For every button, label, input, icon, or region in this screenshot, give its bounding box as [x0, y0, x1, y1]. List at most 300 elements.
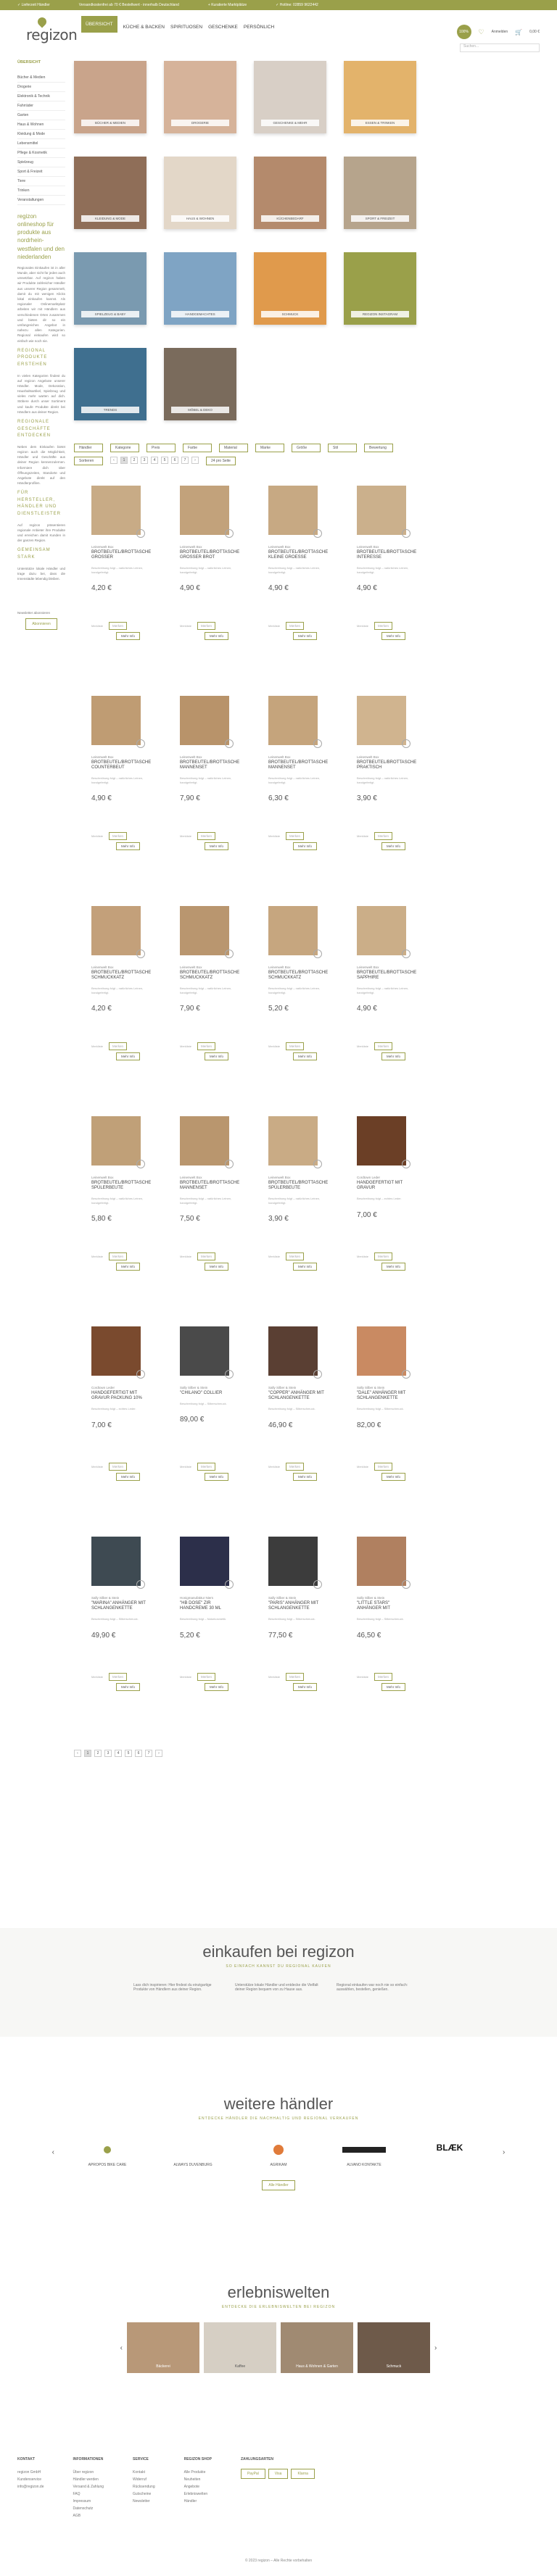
filter-select[interactable]: Händler — [74, 444, 103, 452]
more-info-button[interactable]: Mehr Info — [381, 842, 405, 850]
product-title[interactable]: BROTBEUTEL/BROTTASCHE MANNENSET — [180, 1181, 240, 1191]
more-info-button[interactable]: Mehr Info — [293, 1683, 317, 1691]
more-info-button[interactable]: Mehr Info — [205, 1473, 228, 1481]
add-to-cart-icon[interactable] — [225, 950, 234, 958]
footer-link[interactable]: Versand & Zahlung — [73, 2485, 104, 2489]
main-nav — [81, 21, 275, 33]
category-tile[interactable] — [254, 61, 326, 133]
product-title[interactable]: "DALE" ANHÄNGER MIT SCHLANGENKETTE — [357, 1391, 406, 1401]
product-card[interactable] — [339, 906, 425, 1116]
product-title[interactable]: BROTBEUTEL/BROTTASCHE PRAKTISCH — [357, 760, 417, 770]
product-vendor: Sally Silber & Stein — [268, 1386, 297, 1389]
vendor-logo — [160, 2143, 226, 2157]
footer-link[interactable]: Rücksendung — [133, 2485, 155, 2489]
product-image[interactable] — [268, 1537, 318, 1586]
product-image[interactable] — [180, 486, 229, 535]
category-label: KÜCHENBEDARF — [261, 215, 319, 222]
search-input[interactable]: Suchen... — [460, 43, 540, 52]
product-card[interactable] — [251, 906, 337, 1116]
more-info-button[interactable]: Mehr Info — [293, 1263, 317, 1271]
product-vendor: Leinenwelt Box — [91, 1176, 114, 1179]
category-tile[interactable] — [344, 157, 416, 229]
cart-total[interactable]: 0,00 € — [529, 30, 540, 34]
product-title[interactable]: BROTBEUTEL/BROTTASCHE SPÜLERBEUTE — [91, 1181, 152, 1191]
product-price: 3,90 € — [268, 1214, 289, 1223]
newsletter-label: Newsletter abonnieren — [17, 611, 51, 615]
filter-select[interactable]: Farbe — [183, 444, 212, 452]
add-to-cart-icon[interactable] — [313, 529, 322, 538]
add-to-cart-icon[interactable] — [313, 1160, 322, 1168]
product-card[interactable] — [162, 1326, 248, 1537]
sidebar-item[interactable]: Drogerie — [17, 83, 65, 92]
product-title[interactable]: BROTBEUTEL/BROTTASCHE SCHMUCKKATZ — [180, 971, 240, 981]
footer-link[interactable]: Newsletter — [133, 2499, 150, 2504]
add-to-cart-icon[interactable] — [313, 739, 322, 748]
sidebar-item[interactable]: Trinken — [17, 186, 65, 196]
remember-button[interactable]: Merken — [197, 1042, 215, 1050]
add-to-cart-icon[interactable] — [402, 739, 410, 748]
vendor-card[interactable] — [160, 2143, 226, 2167]
remember-button[interactable]: Merken — [286, 622, 304, 630]
vendor-name: ALWAYS DUVENBURG — [173, 2163, 213, 2167]
add-to-cart-icon[interactable] — [313, 1580, 322, 1589]
product-card[interactable] — [162, 696, 248, 906]
add-to-cart-icon[interactable] — [136, 739, 145, 748]
page-link[interactable]: 5 — [125, 1750, 132, 1757]
more-info-button[interactable]: Mehr Info — [293, 1052, 317, 1060]
more-info-button[interactable]: Mehr Info — [381, 632, 405, 640]
nav-item-spirits[interactable]: SPIRITUOSEN — [170, 24, 203, 30]
next-page-icon[interactable]: › — [155, 1750, 162, 1757]
more-info-button[interactable]: Mehr Info — [293, 1473, 317, 1481]
product-image[interactable] — [91, 1326, 141, 1376]
product-price: 4,90 € — [180, 583, 200, 592]
sidebar-item[interactable]: Elektronik & Technik — [17, 92, 65, 101]
product-image[interactable] — [180, 696, 229, 745]
footer-text: regizon GmbH — [17, 2470, 41, 2475]
cart-icon[interactable]: 🛒 — [515, 28, 523, 36]
footer-heading: REGIZON SHOP — [183, 2457, 212, 2461]
product-title[interactable]: BROTBEUTEL/BROTTASCHE INTERESSE — [357, 550, 417, 560]
category-label: HAUS & WOHNEN — [171, 215, 229, 222]
footer-link[interactable]: Gutscheine — [133, 2492, 152, 2496]
sidebar-item[interactable]: Garten — [17, 111, 65, 120]
nav-item-gifts[interactable]: GESCHENKE — [208, 24, 238, 30]
page-link[interactable]: 1 — [84, 1750, 91, 1757]
filter-select[interactable]: Marke — [255, 444, 284, 452]
product-image[interactable] — [180, 906, 229, 955]
category-tile[interactable] — [74, 348, 147, 420]
category-tile[interactable] — [74, 252, 147, 325]
vendor-name: APROPOS BIKE CARE — [88, 2163, 127, 2167]
sidebar-item[interactable]: Lebensmittel — [17, 139, 65, 149]
category-tile[interactable] — [344, 252, 416, 325]
site-logo[interactable] — [17, 16, 78, 48]
filter-select[interactable]: Material — [219, 444, 248, 452]
copyright: © 2023 regizon – Alle Rechte vorbehalten — [244, 2559, 313, 2563]
product-title[interactable]: BROTBEUTEL/BROTTASCHE COUNTERBEUT — [91, 760, 152, 770]
product-title[interactable]: "PARIS" ANHÄNGER MIT SCHLANGENKETTE — [268, 1601, 319, 1611]
add-to-cart-icon[interactable] — [313, 1370, 322, 1379]
footer-link[interactable]: Händler werden — [73, 2477, 99, 2482]
page-link[interactable]: 5 — [161, 457, 168, 464]
remember-button[interactable]: Merken — [286, 832, 304, 840]
product-card[interactable] — [251, 1326, 337, 1537]
product-card[interactable] — [339, 696, 425, 906]
all-vendors-button[interactable]: Alle Händler — [262, 2180, 294, 2190]
product-card[interactable] — [162, 1116, 248, 1326]
filter-select[interactable]: Größe — [292, 444, 321, 452]
product-image[interactable] — [268, 1116, 318, 1166]
product-price: 82,00 € — [357, 1421, 381, 1429]
wishlist-label: Merkliste — [357, 1044, 369, 1048]
product-image[interactable] — [180, 1326, 229, 1376]
footer-link[interactable]: FAQ — [73, 2492, 81, 2496]
page-link[interactable]: 7 — [145, 1750, 152, 1757]
remember-button[interactable]: Merken — [374, 832, 392, 840]
remember-button[interactable]: Merken — [374, 622, 392, 630]
add-to-cart-icon[interactable] — [136, 1580, 145, 1589]
product-card[interactable] — [251, 1116, 337, 1326]
product-image[interactable] — [91, 696, 141, 745]
more-info-button[interactable]: Mehr Info — [293, 842, 317, 850]
seo-text: Auf regizon präsentieren regionale Anbieter ihre Produkte und erreichen damit Kunden in der ganzen Region. — [17, 523, 65, 543]
footer-link[interactable]: info@regizon.de — [17, 2485, 44, 2489]
remember-button[interactable]: Merken — [374, 1042, 392, 1050]
category-tile[interactable] — [164, 157, 236, 229]
product-title[interactable]: "HB DOSE" ZIR HANDCREME 30 ML — [180, 1601, 222, 1611]
more-info-button[interactable]: Mehr Info — [381, 1263, 405, 1271]
product-image[interactable] — [268, 696, 318, 745]
wishlist-label: Merkliste — [91, 1675, 104, 1679]
sidebar-item[interactable]: Tiere — [17, 177, 65, 186]
product-title[interactable]: HANDGEFERTIGT MIT GRAVUR — [357, 1181, 403, 1191]
add-to-cart-icon[interactable] — [136, 529, 145, 538]
nav-item-overview[interactable]: ÜBERSICHT — [81, 16, 117, 33]
carousel-prev-icon[interactable]: ‹ — [120, 2343, 123, 2352]
category-tile[interactable] — [74, 157, 147, 229]
wishlist-label: Merkliste — [180, 624, 192, 628]
more-info-button[interactable]: Mehr Info — [116, 1683, 140, 1691]
remember-button[interactable]: Merken — [109, 1252, 127, 1260]
vendor-logo — [331, 2143, 397, 2157]
wishlist-label: Merkliste — [91, 1044, 104, 1048]
category-tile[interactable] — [254, 252, 326, 325]
product-image[interactable] — [180, 1537, 229, 1586]
more-info-button[interactable]: Mehr Info — [205, 842, 228, 850]
footer-link[interactable]: Impressum — [73, 2499, 91, 2504]
page-link[interactable]: 4 — [151, 457, 158, 464]
remember-button[interactable]: Merken — [286, 1042, 304, 1050]
product-title[interactable]: HANDGEFERTIGT MIT GRAVUR PACKUNG 10% — [91, 1391, 142, 1401]
remember-button[interactable]: Merken — [109, 1463, 127, 1471]
page-link[interactable]: 3 — [104, 1750, 112, 1757]
footer-link[interactable]: Über regizon — [73, 2470, 94, 2475]
carousel-next-icon[interactable]: › — [434, 2343, 437, 2352]
product-title[interactable]: BROTBEUTEL/BROTTASCHE KLEINE GROESSE — [268, 550, 329, 560]
account-link[interactable]: Anmelden — [491, 30, 508, 34]
product-title[interactable]: "LITTLE STARS" ANHÄNGER MIT — [357, 1601, 391, 1611]
product-image[interactable] — [91, 1116, 141, 1166]
product-price: 5,20 € — [268, 1004, 289, 1013]
product-card[interactable] — [251, 696, 337, 906]
product-image[interactable] — [180, 1116, 229, 1166]
product-card[interactable] — [339, 1537, 425, 1747]
more-info-button[interactable]: Mehr Info — [205, 1683, 228, 1691]
product-card[interactable] — [339, 1326, 425, 1537]
prev-page-icon[interactable]: ‹ — [110, 457, 117, 464]
product-description: Beschreibung folgt – natürliches Leinen, handgefertigt. — [91, 776, 144, 784]
remember-button[interactable]: Merken — [286, 1673, 304, 1681]
nav-item-personal[interactable]: PERSÖNLICH — [243, 24, 275, 30]
product-image[interactable] — [91, 486, 141, 535]
category-tile[interactable] — [254, 157, 326, 229]
product-title[interactable]: BROTBEUTEL/BROTTASCHE GROSSER — [91, 550, 152, 560]
product-image[interactable] — [268, 1326, 318, 1376]
category-label: SPORT & FREIZEIT — [351, 215, 409, 222]
add-to-cart-icon[interactable] — [136, 950, 145, 958]
product-card[interactable] — [162, 1537, 248, 1747]
product-card[interactable] — [251, 1537, 337, 1747]
remember-button[interactable]: Merken — [197, 1252, 215, 1260]
page-link[interactable]: 6 — [171, 457, 178, 464]
more-info-button[interactable]: Mehr Info — [381, 1052, 405, 1060]
more-info-button[interactable]: Mehr Info — [293, 632, 317, 640]
page-link[interactable]: 6 — [135, 1750, 142, 1757]
add-to-cart-icon[interactable] — [225, 1370, 234, 1379]
remember-button[interactable]: Merken — [197, 1673, 215, 1681]
footer-link[interactable]: Kontakt — [133, 2470, 145, 2475]
world-card[interactable] — [358, 2322, 430, 2373]
product-description: Beschreibung folgt – natürliches Leinen, handgefertigt. — [357, 986, 409, 994]
sidebar-item[interactable]: Sport & Freizeit — [17, 167, 65, 177]
category-label: GESCHENKE & MEHR — [261, 120, 319, 126]
remember-button[interactable]: Merken — [109, 832, 127, 840]
product-title[interactable]: "CHILANO" COLLIER — [180, 1391, 223, 1395]
remember-button[interactable]: Merken — [286, 1252, 304, 1260]
product-card[interactable] — [162, 906, 248, 1116]
category-tile[interactable] — [164, 252, 236, 325]
category-label: SPIELZEUG & BABY — [81, 311, 139, 317]
product-description: Beschreibung folgt – Silberschmuck. — [180, 1402, 227, 1406]
category-label: TRENDS — [81, 407, 139, 413]
sidebar-item[interactable]: Kleidung & Mode — [17, 130, 65, 139]
category-tile[interactable] — [164, 61, 236, 133]
wishlist-label: Merkliste — [91, 624, 104, 628]
wishlist-label: Merkliste — [91, 1255, 104, 1258]
sidebar-item[interactable]: Spielzeug — [17, 158, 65, 167]
carousel-next-icon[interactable]: › — [503, 2148, 506, 2156]
add-to-cart-icon[interactable] — [402, 1580, 410, 1589]
remember-button[interactable]: Merken — [374, 1673, 392, 1681]
wishlist-label: Merkliste — [268, 1675, 281, 1679]
world-card[interactable] — [127, 2322, 199, 2373]
add-to-cart-icon[interactable] — [313, 950, 322, 958]
product-description: Beschreibung folgt – natürliches Leinen, handgefertigt. — [180, 776, 232, 784]
product-image[interactable] — [91, 906, 141, 955]
seo-subheading: FÜR HERSTELLER, HÄNDLER UND DIENSTLEISTER — [17, 491, 62, 517]
product-card[interactable] — [74, 906, 160, 1116]
add-to-cart-icon[interactable] — [402, 1370, 410, 1379]
sidebar-item[interactable]: Bücher & Medien — [17, 73, 65, 83]
product-card[interactable] — [74, 1326, 160, 1537]
product-image[interactable] — [357, 1116, 406, 1166]
category-tile[interactable] — [344, 61, 416, 133]
product-card[interactable] — [74, 486, 160, 696]
more-info-button[interactable]: Mehr Info — [205, 1263, 228, 1271]
product-title[interactable]: BROTBEUTEL/BROTTASCHE SPÜLERBEUTE — [268, 1181, 329, 1191]
product-description: Beschreibung folgt – echtes Leder. — [357, 1197, 402, 1201]
per-page-select[interactable]: 24 pro Seite — [206, 457, 236, 465]
product-card[interactable] — [251, 486, 337, 696]
remember-button[interactable]: Merken — [197, 1463, 215, 1471]
sidebar-item[interactable]: Haus & Wohnen — [17, 120, 65, 130]
product-card[interactable] — [162, 486, 248, 696]
footer-link[interactable]: Alle Produkte — [183, 2470, 206, 2475]
remember-button[interactable]: Merken — [109, 1673, 127, 1681]
category-tile[interactable] — [164, 348, 236, 420]
more-info-button[interactable]: Mehr Info — [116, 1473, 140, 1481]
filter-select[interactable]: Stil — [328, 444, 357, 452]
product-vendor: Leinenwelt Box — [268, 755, 291, 759]
sidebar-heading: ÜBERSICHT — [17, 60, 41, 65]
footer-link[interactable]: Neuheiten — [183, 2477, 201, 2482]
page-link[interactable]: 7 — [181, 457, 189, 464]
product-title[interactable]: BROTBEUTEL/BROTTASCHE MANNENSET — [180, 760, 240, 770]
sidebar-item[interactable]: Pflege & Kosmetik — [17, 149, 65, 158]
newsletter-button[interactable]: Abonnieren — [25, 618, 57, 630]
add-to-cart-icon[interactable] — [136, 1160, 145, 1168]
remember-button[interactable]: Merken — [286, 1463, 304, 1471]
more-info-button[interactable]: Mehr Info — [116, 632, 140, 640]
more-info-button[interactable]: Mehr Info — [116, 1052, 140, 1060]
product-price: 4,90 € — [91, 794, 112, 802]
add-to-cart-icon[interactable] — [402, 950, 410, 958]
product-price: 5,20 € — [180, 1631, 200, 1640]
footer-link[interactable]: Erlebniswelten — [183, 2492, 208, 2496]
footer-link[interactable]: Datenschutz — [73, 2506, 94, 2511]
more-info-button[interactable]: Mehr Info — [205, 1052, 228, 1060]
vendor-card[interactable] — [331, 2143, 397, 2167]
footer-link[interactable]: Angebote — [183, 2485, 200, 2489]
world-label: Schmuck — [386, 2364, 402, 2369]
vendor-card[interactable] — [246, 2143, 311, 2167]
product-image[interactable] — [357, 486, 406, 535]
product-price: 7,50 € — [180, 1214, 200, 1223]
heart-icon[interactable]: ♡ — [478, 28, 484, 36]
footer-link[interactable]: AGB — [73, 2514, 81, 2518]
product-title[interactable]: BROTBEUTEL/BROTTASCHE SCHMUCKKATZ — [268, 971, 329, 981]
prev-page-icon[interactable]: ‹ — [74, 1750, 81, 1757]
product-title[interactable]: BROTBEUTEL/BROTTASCHE GROSSER BROT — [180, 550, 240, 560]
product-image[interactable] — [357, 1326, 406, 1376]
filter-select[interactable]: Kategorie — [110, 444, 139, 452]
footer-link[interactable]: Kundenservice — [17, 2477, 42, 2482]
product-image[interactable] — [357, 696, 406, 745]
vendor-card[interactable] — [417, 2143, 482, 2163]
footer-link[interactable]: Widerruf — [133, 2477, 147, 2482]
product-title[interactable]: "COPPER" ANHÄNGER MIT SCHLANGENKETTE — [268, 1391, 324, 1401]
add-to-cart-icon[interactable] — [402, 1160, 410, 1168]
world-card[interactable] — [281, 2322, 353, 2373]
product-card[interactable] — [339, 486, 425, 696]
product-price: 4,20 € — [91, 1004, 112, 1013]
carousel-prev-icon[interactable]: ‹ — [51, 2148, 54, 2156]
sidebar — [17, 54, 65, 1757]
product-title[interactable]: BROTBEUTEL/BROTTASCHE SCHMUCKKATZ — [91, 971, 152, 981]
add-to-cart-icon[interactable] — [136, 1370, 145, 1379]
sidebar-item[interactable]: Veranstaltungen — [17, 196, 65, 205]
wishlist-label: Merkliste — [180, 834, 192, 838]
remember-button[interactable]: Merken — [197, 622, 215, 630]
page-link[interactable]: 3 — [141, 457, 148, 464]
product-image[interactable] — [91, 1537, 141, 1586]
more-info-button[interactable]: Mehr Info — [205, 632, 228, 640]
product-title[interactable]: BROTBEUTEL/BROTTASCHE MANNENSET — [268, 760, 329, 770]
add-to-cart-icon[interactable] — [225, 1160, 234, 1168]
product-image[interactable] — [357, 906, 406, 955]
category-label: KLEIDUNG & MODE — [81, 215, 139, 222]
page-link[interactable]: 4 — [115, 1750, 122, 1757]
seo-text: Unterstütze lokale Händler und trage dazu bei, dass die Innenstädte lebendig bleiben. — [17, 566, 65, 581]
remember-button[interactable]: Merken — [109, 622, 127, 630]
add-to-cart-icon[interactable] — [225, 1580, 234, 1589]
add-to-cart-icon[interactable] — [225, 529, 234, 538]
product-vendor: Leinenwelt Box — [268, 545, 291, 549]
page-link[interactable]: 2 — [94, 1750, 102, 1757]
more-info-button[interactable]: Mehr Info — [381, 1473, 405, 1481]
remember-button[interactable]: Merken — [374, 1463, 392, 1471]
product-image[interactable] — [268, 486, 318, 535]
product-price: 4,90 € — [357, 583, 377, 592]
product-image[interactable] — [357, 1537, 406, 1586]
more-info-button[interactable]: Mehr Info — [381, 1683, 405, 1691]
product-card[interactable] — [74, 1537, 160, 1747]
sort-select[interactable]: Sortieren — [74, 457, 103, 465]
product-description: Beschreibung folgt – Naturkosmetik. — [180, 1617, 227, 1621]
sidebar-item[interactable]: Fahrräder — [17, 101, 65, 111]
product-title[interactable]: "MARINA" ANHÄNGER MIT SCHLANGENKETTE — [91, 1601, 146, 1611]
product-card[interactable] — [74, 1116, 160, 1326]
about-text: Unterstütze lokale Händler und entdecke die Vielfalt deiner Region bequem von zu Hause aus. — [235, 1983, 318, 1992]
category-tile[interactable] — [74, 61, 147, 133]
next-page-icon[interactable]: › — [191, 457, 199, 464]
more-info-button[interactable]: Mehr Info — [116, 1263, 140, 1271]
product-card[interactable] — [339, 1116, 425, 1326]
add-to-cart-icon[interactable] — [225, 739, 234, 748]
page-link[interactable]: 2 — [131, 457, 138, 464]
remember-button[interactable]: Merken — [109, 1042, 127, 1050]
footer-col — [184, 2457, 212, 2519]
filter-select[interactable]: Preis — [147, 444, 176, 452]
vendor-card[interactable] — [75, 2143, 140, 2167]
remember-button[interactable]: Merken — [374, 1252, 392, 1260]
world-card[interactable] — [204, 2322, 276, 2373]
vendors-subtitle: ENTDECKE HÄNDLER DIE NACHHALTIG UND REGIONAL VERKAUFEN — [198, 2116, 359, 2121]
wishlist-label: Merkliste — [357, 834, 369, 838]
product-image[interactable] — [268, 906, 318, 955]
product-title[interactable]: BROTBEUTEL/BROTTASCHE SAPPHIRE — [357, 971, 417, 981]
product-card[interactable] — [74, 696, 160, 906]
add-to-cart-icon[interactable] — [402, 529, 410, 538]
more-info-button[interactable]: Mehr Info — [116, 842, 140, 850]
page-link[interactable]: 1 — [120, 457, 128, 464]
remember-button[interactable]: Merken — [197, 832, 215, 840]
footer-link[interactable]: Händler — [183, 2499, 197, 2504]
product-vendor: Cordtown Leder — [357, 1176, 381, 1179]
filter-select[interactable]: Bewertung — [364, 444, 393, 452]
nav-item-kitchen[interactable]: KÜCHE & BACKEN — [123, 24, 165, 30]
